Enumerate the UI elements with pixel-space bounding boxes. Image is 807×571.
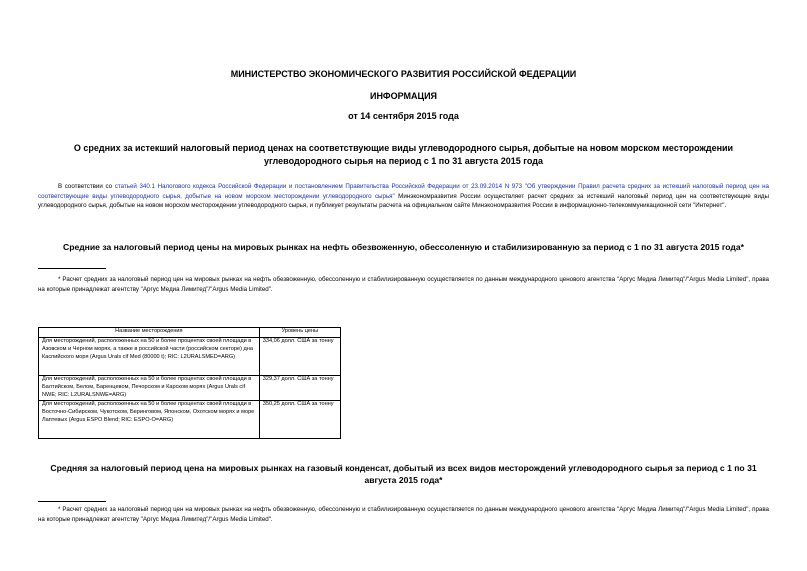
column-header-price: Уровень цены	[259, 328, 340, 338]
field-name-cell: Для месторождений, расположенных на 50 и более процентах своей площади в Балтийском, Белом, Баренцевом, Печорском и Карском морях (Argus Urals cif NWE; RIC: L2URALSNWE=ARG)	[39, 376, 260, 401]
price-cell: 329,37 долл. США за тонну	[259, 376, 340, 401]
footnote-divider	[38, 501, 106, 502]
section-condensate-title: Средняя за налоговый период цена на мировых рынках на газовый конденсат, добытый из всех видов месторождений углеводородного сырья за период с 1 по 31 августа 2015 года*	[50, 463, 757, 485]
table-row	[39, 400, 341, 438]
footnote-condensate-text: * Расчет средних за налоговый период цен на мировых рынках на нефть обезвоженную, обессоленную и стабилизированную осуществляется по данным международного ценового агентства "Аргус Медиа Лимитед"/"Argus Media Limited", права на которые принадлежат агентству "Аргус Медиа Лимитед"/"Argus Media Limited".	[38, 506, 769, 523]
price-table	[38, 327, 341, 439]
document-type: ИНФОРМАЦИЯ	[369, 91, 438, 101]
footnote-oil	[38, 275, 769, 294]
intro-tail: Минэкономразвития России осуществляет расчет средних за истекший налоговый период цен на соответствующие виды углеводородного сырья, добытые на новом морском месторождении углеводородного сырья, и публикует результаты расчета на официальном сайте Минэкономразвития России в информационно-телекоммуникационной сети "Интернет".	[38, 192, 769, 210]
table-row	[39, 376, 341, 401]
section-oil-title: Средние за налоговый период цены на мировых рынках на нефть обезвоженную, обессоленную и стабилизированную за период с 1 по 31 августа 2015 года*	[62, 242, 745, 252]
document-subject: О средних за истекший налоговый период ценах на соответствующие виды углеводородного сырья, добытые на новом морском месторождении углеводородного сырья на период с 1 по 31 августа 2015 года	[73, 143, 734, 166]
document-date: от 14 сентября 2015 года	[348, 111, 459, 121]
intro-paragraph	[38, 182, 769, 211]
legal-reference-link[interactable]: статьей 340.1 Налогового кодекса Российской Федерации и постановлением Правительства Российской Федерации от 23.09.2014 N 973 "Об утверждении Правил расчета средних за истекший налоговый период цен на соответствующие виды углеводородного сырья, добытые на новом морском месторождении углеводородного сырья"	[38, 183, 769, 200]
footnote-condensate	[38, 505, 769, 524]
table-row	[39, 338, 341, 376]
price-cell: 334,06 долл. США за тонну	[259, 338, 340, 376]
table-header-row	[39, 328, 341, 338]
price-cell: 350,25 долл. США за тонну	[259, 400, 340, 438]
ministry-title: МИНИСТЕРСТВО ЭКОНОМИЧЕСКОГО РАЗВИТИЯ РОССИЙСКОЙ ФЕДЕРАЦИИ	[230, 69, 577, 79]
column-header-field: Название месторождения	[39, 328, 260, 338]
intro-lead: В соответствии со	[58, 183, 115, 190]
field-name-cell: Для месторождений, расположенных на 50 и более процентах своей площади в Восточно-Сибирском, Чукотском, Беринговом, Японском, Охотском морях и море Лаптевых (Argus ESPO Blend; RIC: ESPO-O=ARG)	[39, 400, 260, 438]
footnote-divider	[38, 268, 106, 269]
footnote-oil-text: * Расчет средних за налоговый период цен на мировых рынках на нефть обезвоженную, обессоленную и стабилизированную осуществляется по данным международного ценового агентства "Аргус Медиа Лимитед"/"Argus Media Limited", права на которые принадлежат агентству "Аргус Медиа Лимитед"/"Argus Media Limited".	[38, 276, 769, 293]
field-name-cell: Для месторождений, расположенных на 50 и более процентах своей площади в Азовском и Черном морях, а также в российской части (российском секторе) дна Каспийского моря (Argus Urals cif Med (80000 t); RIC: L2URALSMED=ARG)	[39, 338, 260, 376]
